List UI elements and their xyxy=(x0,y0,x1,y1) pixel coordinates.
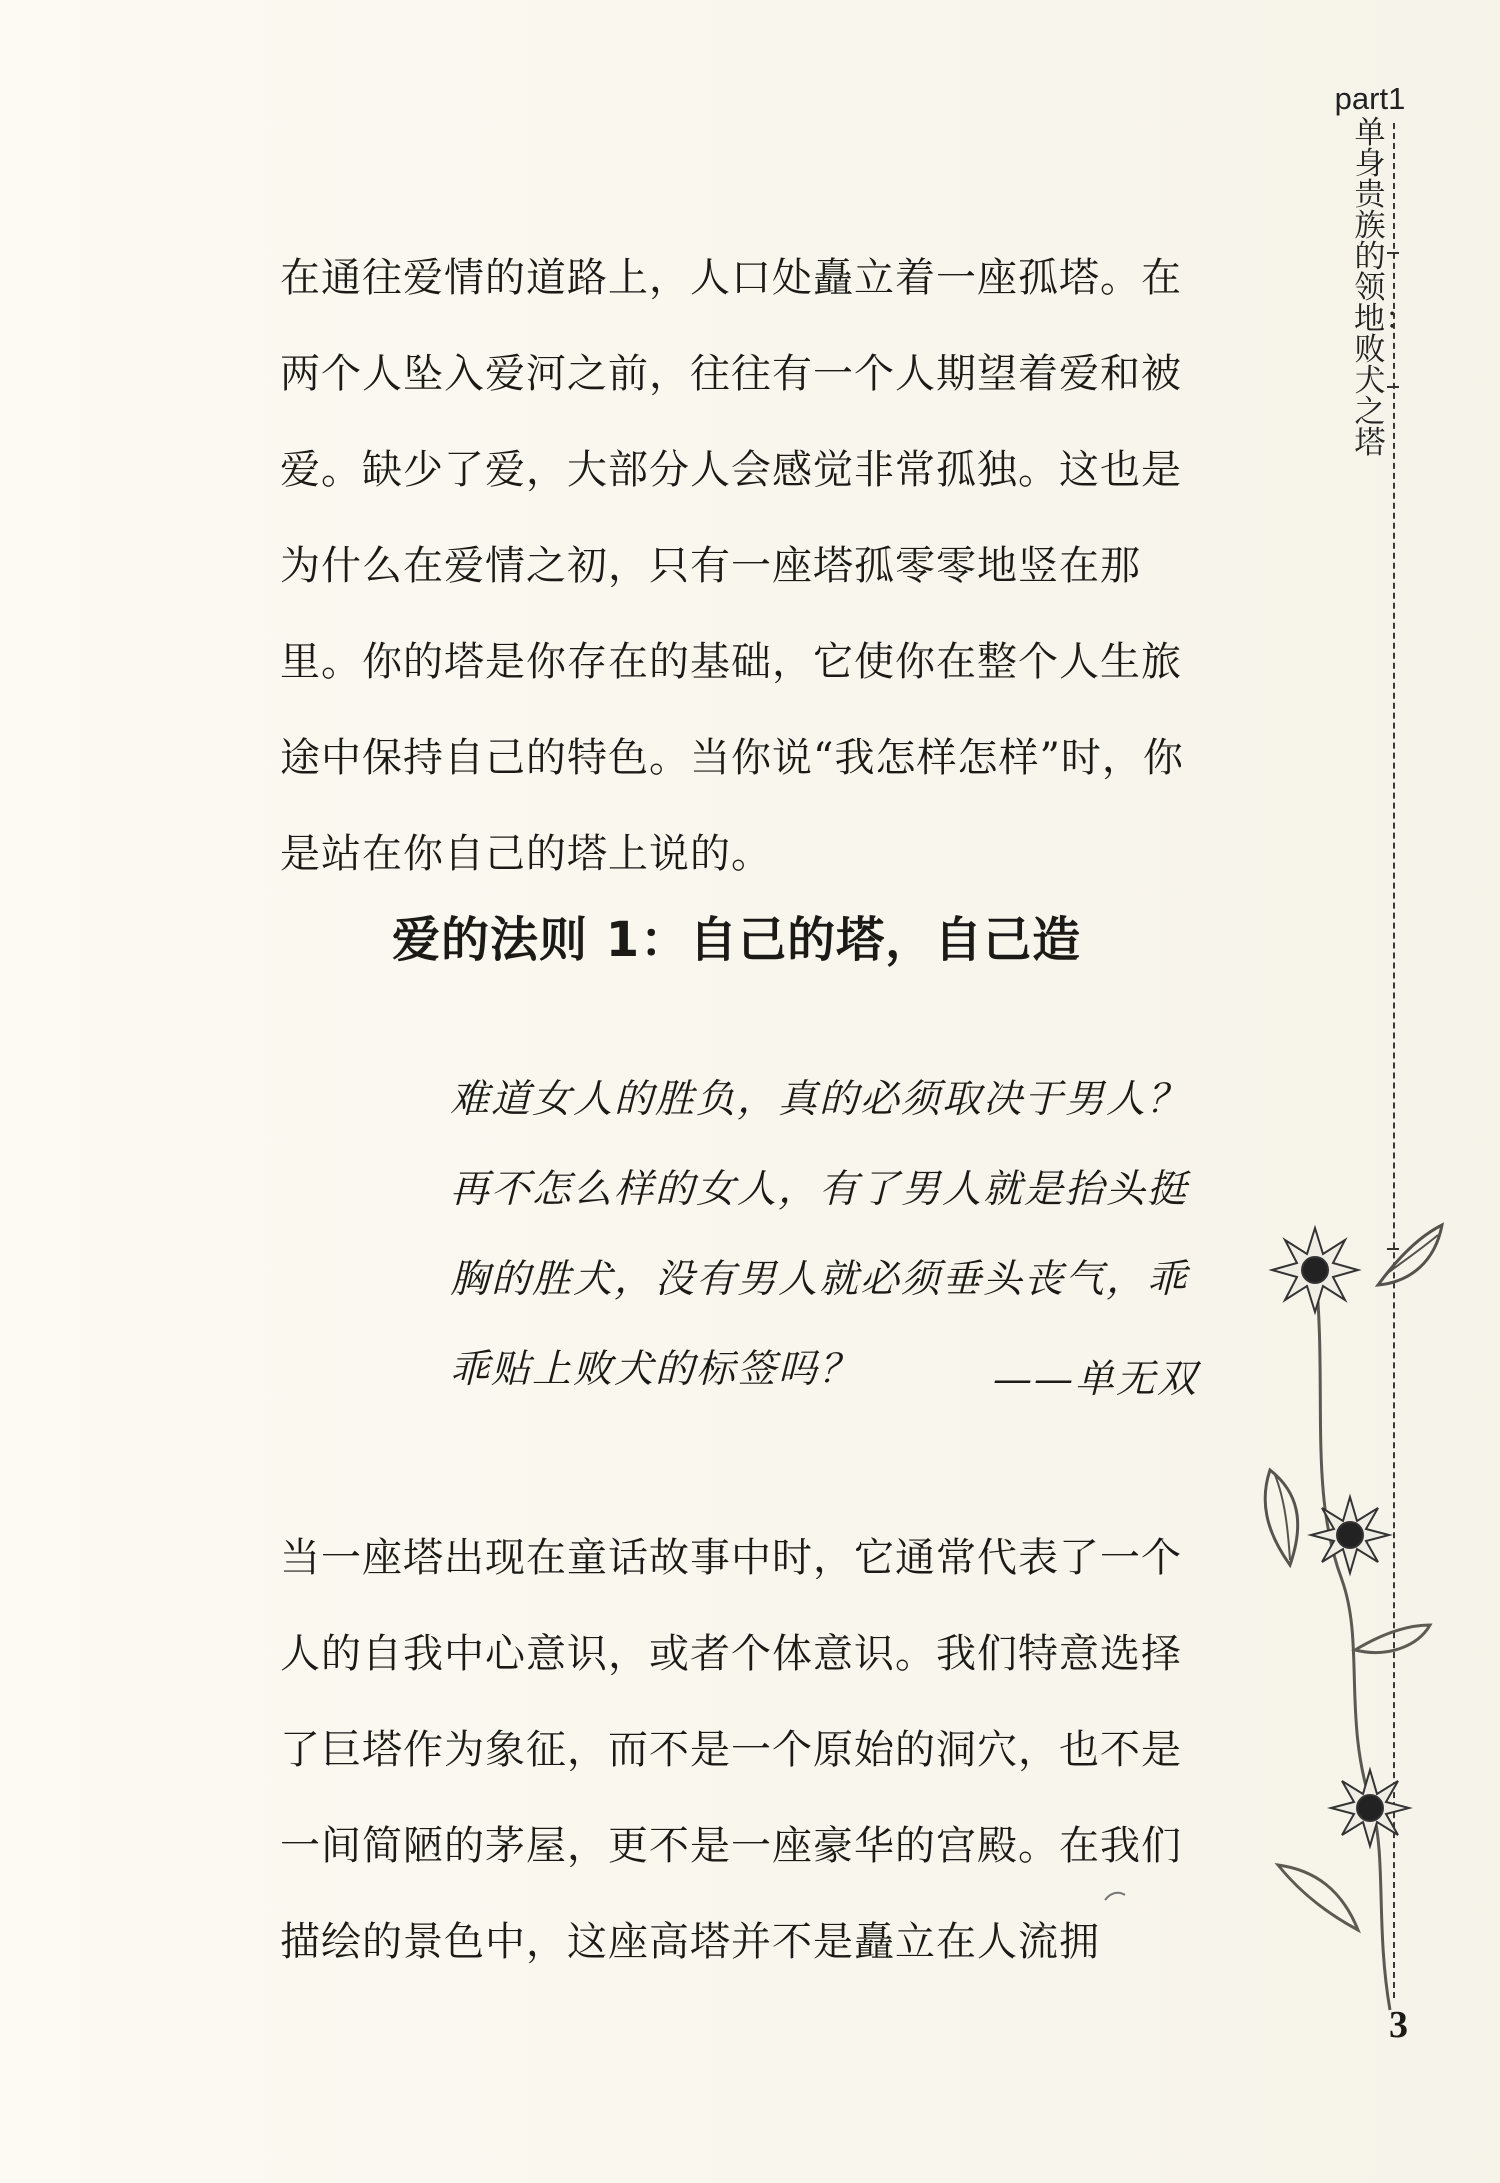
quote-text: 难道女人的胜负，真的必须取决于男人？再不怎么样的女人，有了男人就是抬头挺胸的胜犬，没有男人就必须垂头丧气，乖乖贴上败犬的标签吗？ xyxy=(450,1077,1189,1392)
margin-tick xyxy=(1387,252,1399,254)
chapter-sidebar xyxy=(1330,81,1416,461)
flower-vine-illustration xyxy=(1260,1170,1450,2020)
paragraph-tower: 当一座塔出现在童话故事中时，它通常代表了一个人的自我中心意识，或者个体意识。我们特意选择了巨塔作为象征，而不是一个原始的洞穴，也不是一间简陋的茅屋，更不是一座豪华的宫殿。在我们描绘的景色中，这座高塔并不是矗立在人流拥 xyxy=(280,1535,1182,1965)
section-heading: 爱的法则 1：自己的塔，自己造 xyxy=(392,912,1082,968)
page-number: 3 xyxy=(1389,2004,1408,2046)
chapter-title-vertical: 单身贵族的领地：败犬之塔 xyxy=(1354,115,1416,461)
paragraph-intro: 在通往爱情的道路上，人口处矗立着一座孤塔。在两个人坠入爱河之前，往往有一个人期望着爱和被爱。缺少了爱，大部分人会感觉非常孤独。这也是为什么在爱情之初，只有一座塔孤零零地竖在那里。你的塔是你存在的基础，它使你在整个人生旅途中保持自己的特色。当你说“我怎样怎样”时，你是站在你自己的塔上说的。 xyxy=(280,255,1184,877)
scan-smudge xyxy=(1103,1890,1127,1902)
part-label: part1 xyxy=(1334,81,1406,116)
margin-tick xyxy=(1387,386,1399,388)
quote-author: ——单无双 xyxy=(992,1357,1198,1402)
